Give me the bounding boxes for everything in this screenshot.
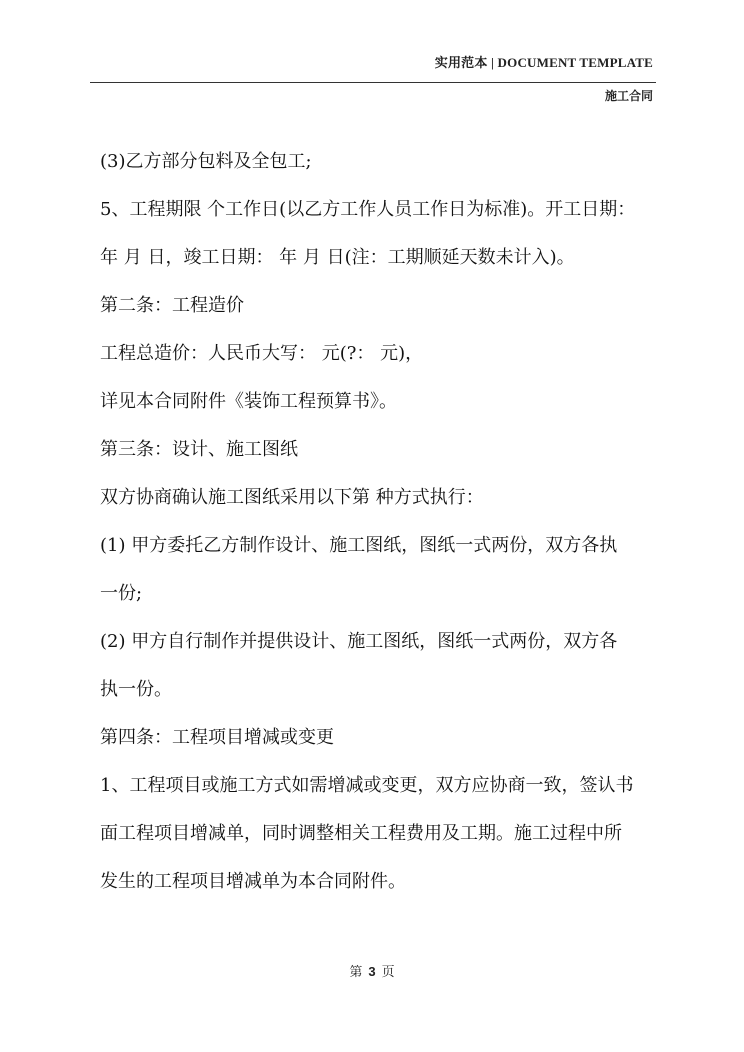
paragraph-line: 5、工程期限 个工作日(以乙方工作人员工作日为标准)。开工日期： xyxy=(100,199,636,220)
header-brand: 实用范本 | DOCUMENT TEMPLATE xyxy=(434,55,653,70)
paragraph-line: (3)乙方部分包料及全包工; xyxy=(100,151,312,172)
page-label-suffix: 页 xyxy=(381,965,395,980)
paragraph-line: 发生的工程项目增减单为本合同附件。 xyxy=(100,871,406,892)
paragraph-line: 详见本合同附件《装饰工程预算书》。 xyxy=(100,391,397,412)
paragraph-line: 执一份。 xyxy=(100,679,172,700)
document-body xyxy=(100,138,660,906)
section-heading: 第二条：工程造价 xyxy=(100,295,244,316)
page-number: 3 xyxy=(368,964,376,979)
section-heading: 第四条：工程项目增减或变更 xyxy=(100,727,334,748)
page-label-prefix: 第 xyxy=(349,965,363,980)
paragraph-line: 年 月 日，竣工日期： 年 月 日(注：工期顺延天数未计入)。 xyxy=(100,247,575,268)
paragraph-line: (1) 甲方委托乙方制作设计、施工图纸，图纸一式两份，双方各执 xyxy=(100,535,618,556)
section-heading: 第三条：设计、施工图纸 xyxy=(100,439,298,460)
header-divider xyxy=(90,82,656,83)
paragraph-line: 工程总造价：人民币大写： 元(?： 元)， xyxy=(100,343,424,364)
document-subtitle: 施工合同 xyxy=(604,89,653,103)
paragraph-line: 1、工程项目或施工方式如需增减或变更，双方应协商一致，签认书 xyxy=(100,775,634,796)
paragraph-line: 一份; xyxy=(100,583,143,604)
paragraph-line: 面工程项目增减单，同时调整相关工程费用及工期。施工过程中所 xyxy=(100,823,622,844)
paragraph-line: 双方协商确认施工图纸采用以下第 种方式执行： xyxy=(100,487,484,508)
paragraph-line: (2) 甲方自行制作并提供设计、施工图纸，图纸一式两份，双方各 xyxy=(100,631,618,652)
page-footer xyxy=(0,961,744,980)
